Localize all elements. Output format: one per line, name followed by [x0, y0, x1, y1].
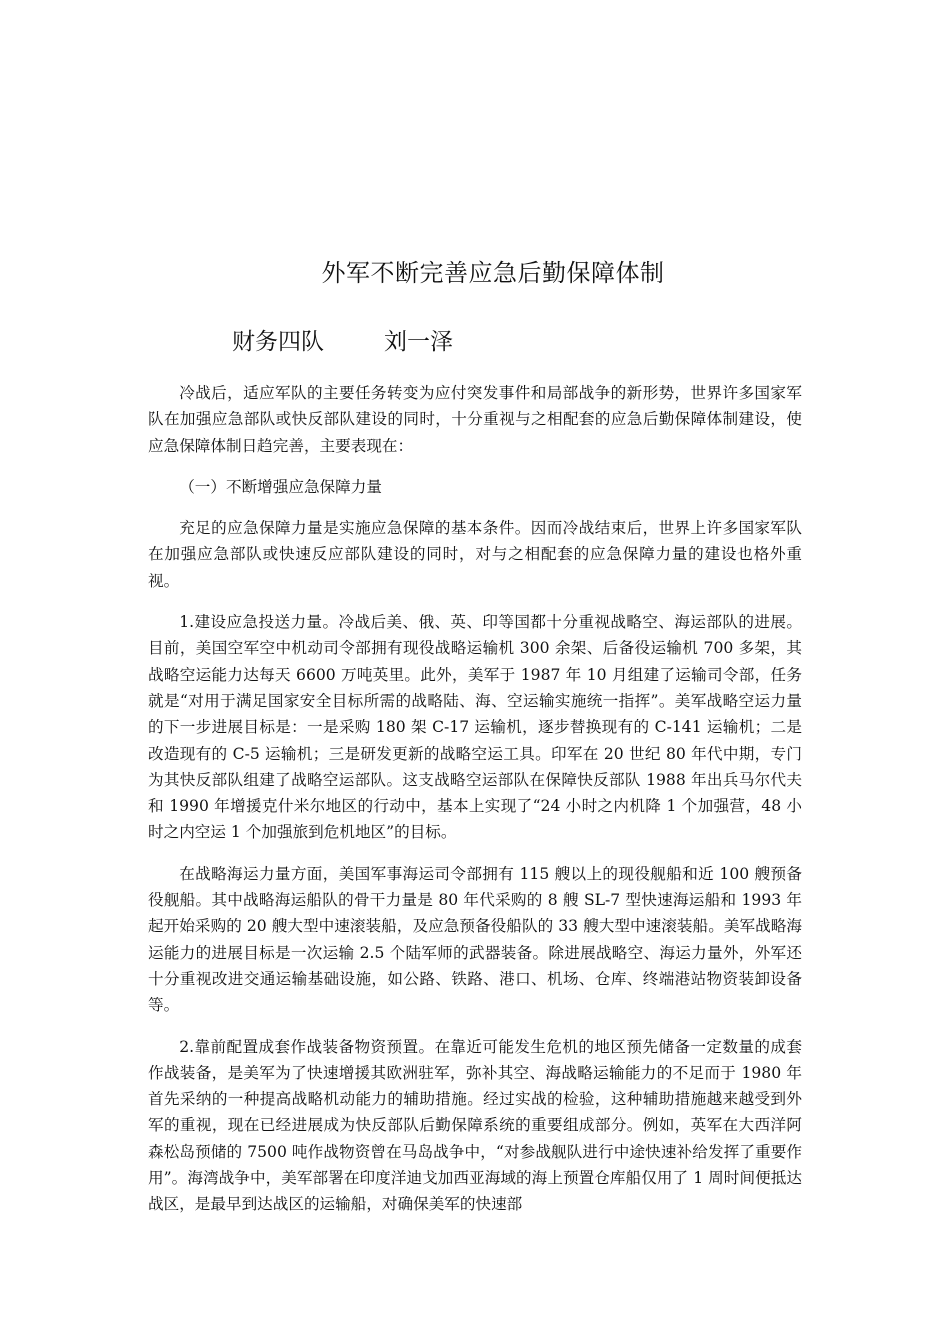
paragraph: 充足的应急保障力量是实施应急保障的基本条件。因而冷战结束后，世界上许多国家军队在加强应急部队或快速反应部队建设的同时，对与之相配套的应急保障力量的建设也格外重视。	[148, 519, 802, 590]
byline	[232, 326, 453, 358]
document-body	[148, 380, 802, 1233]
section-heading: （一）不断增强应急保障力量	[179, 477, 382, 496]
author-unit: 财务四队	[232, 329, 324, 355]
paragraph-intro: 冷战后，适应军队的主要任务转变为应付突发事件和局部战争的新形势，世界许多国家军队在加强应急部队或快反部队建设的同时，十分重视与之相配套的应急后勤保障体制建设，使应急保障体制日趋完善，主要表现在：	[148, 384, 802, 455]
paragraph: 2.靠前配置成套作战装备物资预置。在靠近可能发生危机的地区预先储备一定数量的成套作战装备，是美军为了快速增援其欧洲驻军，弥补其空、海战略运输能力的不足而于 1980 年首先采纳的一种提高战略机动能力的辅助措施。经过实战的检验，这种辅助措施越来越受到外军的重视，现在已经进展成为快反部队后勤保障系统的重要组成部分。例如，英军在大西洋阿森松岛预储的 7500 吨作战物资曾在马岛战争中，“对参战舰队进行中途快速补给发挥了重要作用”。海湾战争中，美军部署在印度洋迪戈加西亚海域的海上预置仓库船仅用了 1 周时间便抵达战区，是最早到达战区的运输船，对确保美军的快速部	[148, 1037, 802, 1214]
paragraph: 1.建设应急投送力量。冷战后美、俄、英、印等国都十分重视战略空、海运部队的进展。目前，美国空军空中机动司令部拥有现役战略运输机 300 余架、后备役运输机 700 多架，其战略空运能力达每天 6600 万吨英里。此外，美军于 1987 年 10 月组建了运输司令部，任务就是“对用于满足国家安全目标所需的战略陆、海、空运输实施统一指挥”。美军战略空运力量的下一步进展目标是：一是采购 180 架 C-17 运输机，逐步替换现有的 C-141 运输机；二是改造现有的 C-5 运输机；三是研发更新的战略空运工具。印军在 20 世纪 80 年代中期，专门为其快反部队组建了战略空运部队。这支战略空运部队在保障快反部队 1988 年出兵马尔代夫和 1990 年增援克什米尔地区的行动中，基本上实现了“24 小时之内机降 1 个加强营，48 小时之内空运 1 个加强旅到危机地区”的目标。	[148, 613, 802, 842]
document-title: 外军不断完善应急后勤保障体制	[321, 259, 665, 287]
paragraph: 在战略海运力量方面，美国军事海运司令部拥有 115 艘以上的现役舰船和近 100 艘预备役舰船。其中战略海运船队的骨干力量是 80 年代采购的 8 艘 SL-7 型快速海运船和 1993 年起开始采购的 20 艘大型中速滚装船，及应急预备役船队的 33 艘大型中速滚装船。美军战略海运能力的进展目标是一次运输 2.5 个陆军师的武器装备。除进展战略空、海运力量外，外军还十分重视改进交通运输基础设施，如公路、铁路、港口、机场、仓库、终端港站物资装卸设备等。	[148, 864, 802, 1015]
author-name: 刘一泽	[384, 329, 453, 355]
